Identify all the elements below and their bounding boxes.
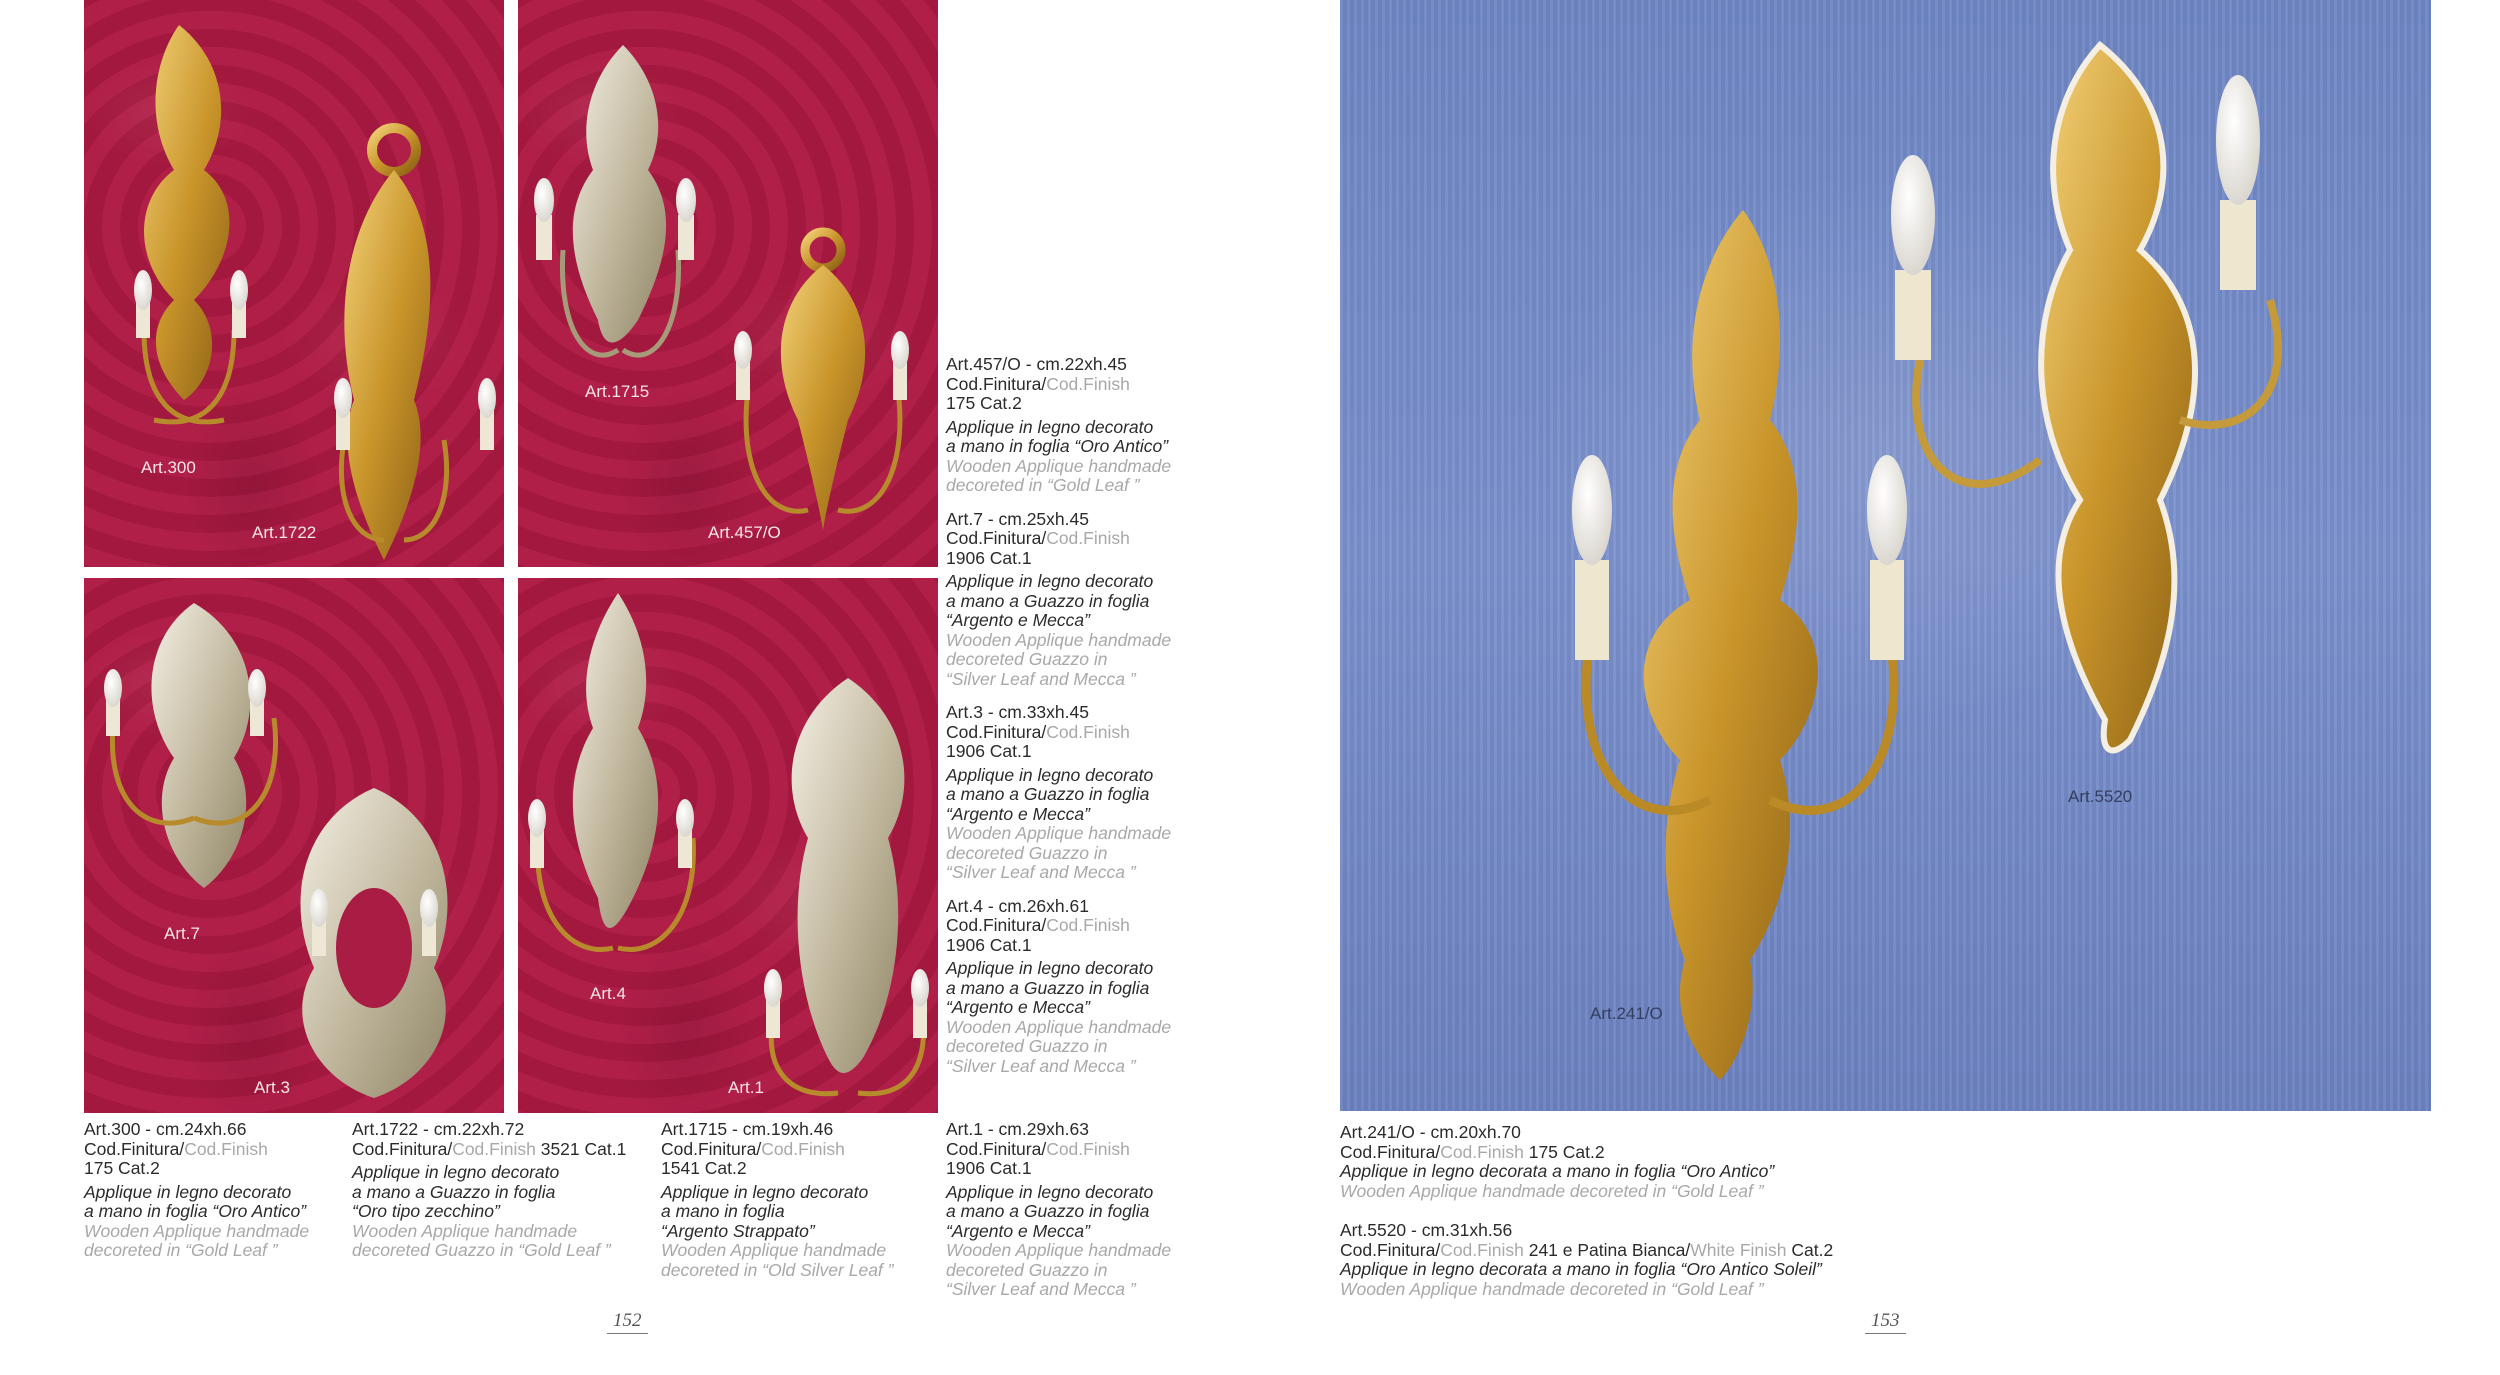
- side-caption-column: [946, 355, 1171, 1076]
- caption-art-7: [946, 510, 1171, 690]
- caption-it-line: a mano in foglia “Oro Antico”: [84, 1201, 307, 1221]
- photo-label-art-1722: Art.1722: [252, 523, 317, 542]
- caption-it-line: Applique in legno decorata a mano in foglia “Oro Antico”: [1340, 1161, 1775, 1181]
- caption-en-line: Wooden Applique handmade: [946, 823, 1172, 843]
- caption-en-line: Wooden Applique handmade decoreted in “Gold Leaf ”: [1340, 1278, 1764, 1299]
- photo-art-241-5520: [1340, 0, 2431, 1111]
- caption-en-line: decoreted Guazzo in: [946, 1259, 1108, 1280]
- caption-art-457: [946, 355, 1171, 496]
- caption-code: Cod.Finitura/Cod.Finish: [946, 528, 1130, 548]
- caption-code: Cod.Finitura/Cod.Finish: [84, 1138, 268, 1159]
- caption-en-line: decoreted Guazzo in “Gold Leaf ”: [352, 1240, 611, 1260]
- caption-en-line: Wooden Applique handmade: [84, 1220, 310, 1241]
- caption-it-line: Applique in legno decorata a mano in foglia “Oro Antico Soleil”: [1340, 1259, 1822, 1279]
- caption-cat: 1541 Cat.2: [661, 1158, 747, 1178]
- caption-it-line: “Argento e Mecca”: [946, 803, 1090, 824]
- caption-cat: 175 Cat.2: [84, 1158, 160, 1178]
- caption-code: Cod.Finitura/Cod.Finish 241 e Patina Bianca/White Finish Cat.2: [1340, 1239, 1834, 1260]
- caption-it-line: Applique in legno decorato: [661, 1181, 869, 1202]
- caption-en-line: Wooden Applique handmade: [946, 1016, 1172, 1037]
- caption-en-line: Wooden Applique handmade: [352, 1220, 578, 1241]
- caption-art-1722: [352, 1120, 626, 1261]
- caption-it-line: a mano a Guazzo in foglia: [946, 1201, 1150, 1221]
- caption-cat: 175 Cat.2: [946, 393, 1022, 413]
- caption-art-1715: [661, 1120, 893, 1280]
- caption-code: Cod.Finitura/Cod.Finish: [946, 1138, 1130, 1159]
- sconce-illustration: [84, 578, 504, 1113]
- caption-title: Art.5520 - cm.31xh.56: [1340, 1220, 1513, 1240]
- caption-title: Art.1722 - cm.22xh.72: [352, 1119, 525, 1139]
- sconce-illustration: [518, 578, 938, 1113]
- caption-it-line: a mano a Guazzo in foglia: [946, 784, 1150, 804]
- caption-it-line: a mano in foglia “Oro Antico”: [946, 436, 1169, 456]
- caption-en-line: decoreted in “Gold Leaf ”: [946, 475, 1140, 495]
- photo-label-art-5520: Art.5520: [2068, 787, 2133, 806]
- photo-label-art-4: Art.4: [590, 984, 626, 1003]
- photo-art-4-1: [518, 578, 938, 1113]
- photo-label-art-241: Art.241/O: [1590, 1004, 1663, 1023]
- caption-title: Art.300 - cm.24xh.66: [84, 1119, 247, 1139]
- caption-it-line: a mano a Guazzo in foglia: [946, 590, 1150, 611]
- caption-cat: 1906 Cat.1: [946, 741, 1032, 761]
- photo-art-7-3: [84, 578, 504, 1113]
- caption-title: Art.241/O - cm.20xh.70: [1340, 1122, 1521, 1142]
- caption-it-line: Applique in legno decorato: [84, 1181, 292, 1202]
- caption-it-line: Applique in legno decorato: [352, 1162, 560, 1182]
- photo-art-1715-457: [518, 0, 938, 567]
- caption-art-241: [1340, 1123, 1774, 1201]
- caption-en-line: “Silver Leaf and Mecca ”: [946, 668, 1136, 689]
- caption-title: Art.7 - cm.25xh.45: [946, 508, 1089, 529]
- caption-it-line: Applique in legno decorato: [946, 416, 1154, 437]
- caption-title: Art.1715 - cm.19xh.46: [661, 1119, 834, 1139]
- caption-title: Art.3 - cm.33xh.45: [946, 702, 1089, 722]
- caption-it-line: Applique in legno decorato: [946, 1181, 1154, 1202]
- photo-label-art-457: Art.457/O: [708, 523, 781, 542]
- caption-art-4: [946, 897, 1171, 1077]
- caption-cat: 1906 Cat.1: [946, 547, 1032, 568]
- caption-cat: 1906 Cat.1: [946, 1158, 1032, 1178]
- caption-it-line: Applique in legno decorato: [946, 764, 1154, 785]
- caption-en-line: “Silver Leaf and Mecca ”: [946, 862, 1136, 882]
- page-number-left: 152: [607, 1310, 648, 1334]
- caption-en-line: Wooden Applique handmade: [946, 1240, 1172, 1260]
- caption-en-line: “Silver Leaf and Mecca ”: [946, 1055, 1136, 1076]
- caption-en-line: decoreted Guazzo in: [946, 1036, 1108, 1056]
- caption-en-line: Wooden Applique handmade: [946, 455, 1172, 476]
- caption-it-line: a mano in foglia: [661, 1201, 785, 1221]
- caption-en-line: decoreted Guazzo in: [946, 649, 1108, 669]
- caption-title: Art.4 - cm.26xh.61: [946, 895, 1089, 916]
- caption-code: Cod.Finitura/Cod.Finish: [661, 1138, 845, 1159]
- caption-art-300: [84, 1120, 309, 1261]
- caption-code: Cod.Finitura/Cod.Finish: [946, 915, 1130, 935]
- caption-title: Art.1 - cm.29xh.63: [946, 1119, 1089, 1139]
- sconce-illustration: [1340, 0, 2431, 1111]
- caption-it-line: “Argento e Mecca”: [946, 1220, 1090, 1241]
- caption-en-line: decoreted in “Gold Leaf ”: [84, 1240, 278, 1260]
- caption-it-line: “Argento e Mecca”: [946, 610, 1090, 630]
- caption-it-line: “Argento Strappato”: [661, 1220, 815, 1241]
- sconce-illustration: [518, 0, 938, 567]
- caption-en-line: Wooden Applique handmade: [946, 629, 1172, 650]
- caption-en-line: Wooden Applique handmade: [661, 1240, 887, 1260]
- caption-it-line: “Argento e Mecca”: [946, 997, 1090, 1017]
- caption-en-line: decoreted Guazzo in: [946, 842, 1108, 863]
- photo-label-art-1715: Art.1715: [585, 382, 650, 401]
- photo-art-300-1722: [84, 0, 504, 567]
- caption-it-line: a mano a Guazzo in foglia: [946, 977, 1150, 998]
- caption-art-3: [946, 703, 1171, 883]
- caption-code: Cod.Finitura/Cod.Finish 3521 Cat.1: [352, 1138, 627, 1159]
- caption-en-line: “Silver Leaf and Mecca ”: [946, 1279, 1136, 1299]
- photo-label-art-3: Art.3: [254, 1078, 290, 1097]
- caption-code: Cod.Finitura/Cod.Finish: [946, 721, 1130, 742]
- caption-code: Cod.Finitura/Cod.Finish 175 Cat.2: [1340, 1141, 1605, 1162]
- photo-label-art-1: Art.1: [728, 1078, 764, 1097]
- photo-label-art-300: Art.300: [141, 458, 196, 477]
- caption-it-line: Applique in legno decorato: [946, 958, 1154, 978]
- caption-it-line: a mano a Guazzo in foglia: [352, 1181, 556, 1202]
- caption-it-line: “Oro tipo zecchino”: [352, 1201, 500, 1221]
- sconce-illustration: [84, 0, 504, 567]
- page-number-right: 153: [1865, 1310, 1906, 1334]
- caption-en-line: Wooden Applique handmade decoreted in “Gold Leaf ”: [1340, 1180, 1764, 1201]
- caption-en-line: decoreted in “Old Silver Leaf ”: [661, 1259, 894, 1280]
- caption-it-line: Applique in legno decorato: [946, 571, 1154, 591]
- caption-cat: 1906 Cat.1: [946, 934, 1032, 955]
- caption-art-1: [946, 1120, 1171, 1300]
- caption-code: Cod.Finitura/Cod.Finish: [946, 373, 1130, 394]
- caption-art-5520: [1340, 1221, 1833, 1299]
- caption-title: Art.457/O - cm.22xh.45: [946, 354, 1127, 374]
- photo-label-art-7: Art.7: [164, 924, 200, 943]
